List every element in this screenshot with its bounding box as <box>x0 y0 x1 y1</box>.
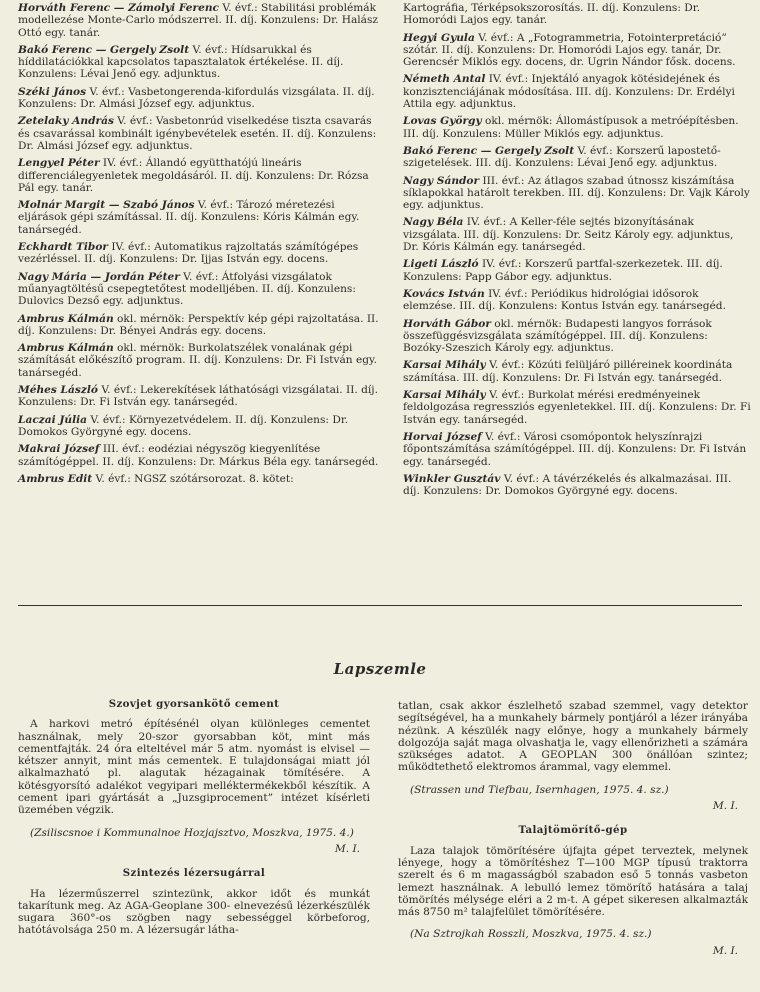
entry-text: V. évf.: A távérzékelés és alkalmazásai. III. díj. Konzulens: Dr. Domokos Györgyné egy. docens. <box>403 472 732 498</box>
article-body-continued: tatlan, csak akkor észlelhető szabad szemmel, vagy detektor segítségével, ha a munkahely bármely pontjáról a lézer irányába nézünk. A készülék nagy előnye, hogy a munkahely bármely dolgozója saját maga olvashatja le, vagy ellenőrizheti a számára szükséges adatot. A GEOPLAN 300 önállóan szintez; működtethető elektromos árammal, vagy elemmel. <box>398 700 748 774</box>
award-entry <box>403 115 751 140</box>
award-entry <box>403 258 751 283</box>
entry-text: V. évf.: Átfolyási vizsgálatok műanyagtöltésű csepegtetőtest modelljében. II. díj. Konzulens: Dulovics Dezső egy. adjunktus. <box>18 270 356 308</box>
award-entry <box>403 318 751 355</box>
entry-names: Ambrus Kálmán <box>18 312 114 325</box>
article-title: Szovjet gyorsankötő cement <box>108 698 280 710</box>
article-signature: M. I. <box>334 842 360 855</box>
entry-names: Makrai József <box>18 443 100 456</box>
entry-text: okl. mérnök: Budapesti langyos források összefüggésvizsgálata számítógéppel. III. díj. Konzulens: Bozóky-Szeszich Károly egy. adjunktus. <box>403 317 712 355</box>
article-source: (Na Sztrojkah Rosszli, Moszkva, 1975. 4. sz.) <box>410 928 652 941</box>
entry-text: V. évf.: Vasbetongerenda-kifordulás vizsgálata. II. díj. Konzulens: Dr. Almási József egy. adjunktus. <box>18 85 375 111</box>
entry-text: IV. évf.: Injektáló anyagok kötésidejének és konzisztenciájának módosítása. III. díj. Konzulens: Dr. Erdélyi Attila egy. adjunktus. <box>403 73 735 111</box>
article-signature: M. I. <box>712 944 738 957</box>
entry-text: okl. mérnök: Burkolatszélek vonalának gépi számítását előkészítő program. II. díj. Konzulens: Dr. Fi István egy. tanársegéd. <box>18 342 377 379</box>
entry-text: IV. évf.: Korszerű partfal-szerkezetek. III. díj. Konzulens: Papp Gábor egy. adjunktus. <box>403 258 723 283</box>
entry-names: Molnár Margit — Szabó János <box>18 199 195 212</box>
entry-text: V. évf.: Stabilitási problémák modellezése Monte-Carlo módszerrel. II. díj. Konzulens: Dr. Halász Ottó egy. tanár. <box>18 2 379 39</box>
award-entry <box>18 2 380 39</box>
article-body: Ha lézerműszerrel szintezünk, akkor időt és munkát takarítunk meg. Az AGA-Geoplane 300- elnevezésű lézerkészülék sugara 360°-os szögben nagy sebességgel körbeforog, hatótávolsága 250 m. A lézersugár látha- <box>18 887 370 937</box>
award-entry <box>18 414 380 439</box>
lower-right-column <box>398 700 748 967</box>
entry-names: Ligeti László <box>403 258 479 271</box>
entry-names: Kovács István <box>403 287 485 300</box>
entry-names: Széki János <box>18 85 87 98</box>
award-entry <box>18 384 380 409</box>
entry-text: IV. évf.: A Keller-féle sejtés bizonyításának vizsgálata. III. díj. Konzulens: Dr. Seitz Károly egy. adjunktus, Dr. Kóris Kálmán egy. tanársegéd. <box>403 216 734 254</box>
entry-text: okl. mérnök: Perspektív kép gépi rajzoltatása. II. díj. Konzulens: Dr. Bényei András egy. docens. <box>18 312 379 337</box>
award-entry <box>18 473 380 485</box>
entry-names: Laczai Júlia <box>18 413 87 426</box>
left-column <box>18 2 380 490</box>
article-source: (Strassen und Tiefbau, Isernhagen, 1975. 4. sz.) <box>410 783 669 796</box>
award-entry <box>403 288 751 313</box>
entry-text: IV. évf.: Periódikus hidrológiai idősorok elemzése. III. díj. Konzulens: Kontus István egy. tanársegéd. <box>403 287 726 313</box>
entry-names: Zetelaky András <box>18 115 114 128</box>
entry-names: Horváth Gábor <box>403 317 491 330</box>
entry-names: Horváth Ferenc — Zámolyi Ferenc <box>18 2 220 14</box>
entry-names: Hegyi Gyula <box>403 31 475 44</box>
entry-text: V. évf.: Közúti felüljáró pilléreinek koordináta számítása. III. díj. Konzulens: Dr. Fi István egy. tanársegéd. <box>403 359 733 384</box>
award-entry <box>403 389 751 426</box>
award-entry <box>18 44 380 81</box>
article-source: (Zsiliscsnoe i Kommunalnoe Hozjajsztvo, Moszkva, 1975. 4.) <box>30 826 354 839</box>
entry-text: V. évf.: Vasbetonrúd viselkedése tiszta csavarás és csavarással kombinált igénybevételek esetén. II. díj. Konzulens: Dr. Almási József egy. adjunktus. <box>18 115 377 152</box>
award-entry <box>403 175 751 212</box>
entry-names: Winkler Gusztáv <box>403 472 501 485</box>
entry-text: V. évf.: Városi csomópontok helyszínrajzi főpontszámítása számítógéppel. III. díj. Konzulens: Dr. Fi István egy. tanársegéd. <box>403 430 747 468</box>
lower-left-column <box>18 698 370 937</box>
entry-text: IV. évf.: Állandó együtthatójú lineáris differenciálegyenletek megoldásáról. II. díj. Konzulens: Dr. Rózsa Pál egy. tanár. <box>18 157 369 194</box>
award-entry <box>18 342 380 379</box>
article-title: Talajtömörítő-gép <box>518 824 628 837</box>
entry-text: III. évf.: Az átlagos szabad útnossz kiszámítása síklapokkal határolt terekben. III. díj. Konzulens: Dr. Vajk Károly egy. adjunktus. <box>403 174 750 212</box>
entry-names: Nagy Béla <box>403 216 464 229</box>
entry-names: Lovas György <box>403 115 482 128</box>
award-entry <box>18 443 380 468</box>
entry-names: Eckhardt Tibor <box>18 241 108 254</box>
entry-names: Méhes László <box>18 384 98 397</box>
entry-text: V. évf.: Korszerű lapostető-szigetelések. III. díj. Konzulens: Lévai Jenő egy. adjunktus. <box>403 144 721 170</box>
section-title: Lapszemle <box>333 660 427 678</box>
entry-names: Bakó Ferenc — Gergely Zsolt <box>403 144 575 157</box>
award-entry <box>18 241 380 266</box>
right-column <box>403 2 751 502</box>
entry-text: V. évf.: Burkolat mérési eredményeinek feldolgozása regressziós egyenletekkel. III. díj. Konzulens: Dr. Fi István egy. tanársegéd. <box>403 389 751 426</box>
entry-text: V. évf.: Környezetvédelem. II. díj. Konzulens: Dr. Domokos Györgyné egy. docens. <box>18 413 349 438</box>
entry-names: Németh Antal <box>403 73 486 86</box>
entry-names: Lengyel Péter <box>18 157 100 170</box>
award-entry <box>18 86 380 111</box>
award-entry <box>18 313 380 338</box>
entry-names: Horvai József <box>403 430 482 443</box>
article-body: Laza talajok tömörítésére újfajta gépet terveztek, melynek lényege, hogy a tömörítéshez T—100 MGP típusú traktorra szerelt és 6 m magasságból szabadon eső 5 tonnás vasbeton lemezt használnak. A lebulló lemez tömörítő hatására a talaj tömörítés mélysége eléri a 2 m-t. A gépet sikeresen alkalmazták más 8750 m² talajfelület tömörítésére. <box>398 844 748 919</box>
award-entry <box>18 199 380 236</box>
entry-names: Ambrus Edit <box>18 472 93 485</box>
award-entry <box>403 32 751 69</box>
award-entry <box>403 145 751 170</box>
entry-names: Nagy Sándor <box>403 174 480 187</box>
entry-text: V. évf.: NGSZ szótársorozat. 8. kötet: <box>92 472 294 485</box>
award-entry <box>403 359 751 384</box>
section-divider <box>18 605 742 606</box>
award-entry <box>403 73 751 110</box>
entry-text: V. évf.: Tározó méretezési eljárások gépi számítással. II. díj. Konzulens: Kóris Kálmán egy. tanársegéd. <box>18 199 360 236</box>
entry-names: Bakó Ferenc — Gergely Zsolt <box>18 43 190 56</box>
award-entry <box>18 115 380 152</box>
entry-continuation: Kartográfia, Térképsokszorosítás. II. díj. Konzulens: Dr. Homoródi Lajos egy. tanár. <box>403 2 701 27</box>
entry-names: Nagy Mária — Jordán Péter <box>18 270 180 283</box>
award-entry <box>18 157 380 194</box>
entry-text: IV. évf.: Automatikus rajzoltatás számítógépes vezérléssel. II. díj. Konzulens: Dr. Ijjas István egy. docens. <box>18 241 359 266</box>
entry-text: okl. mérnök: Állomástípusok a metróépítésben. III. díj. Konzulens: Müller Miklós egy. adjunktus. <box>403 115 739 140</box>
entry-names: Karsai Mihály <box>403 389 486 402</box>
article-body: A harkovi metró építésénél olyan különleges cementet használnak, mely 20-szor gyorsabban köt, mint más cementfajták. 24 óra elteltével már 5 atm. nyomást is elvisel — kétszer annyit, mint más cementek. E tulajdonságai miatt jól alkalmazható pl. alagutak hézagainak tömítésére. A kötésgyorsító adalékot vegyipari melléktermékekből készítik. A cement ipari gyártását a „Juzsgiprocement” intézet kísérleti üzemében végzik. <box>18 718 370 817</box>
entry-text: V. évf.: Lekerekítések láthatósági vizsgálatai. II. díj. Konzulens: Dr. Fi István egy. tanársegéd. <box>18 384 378 409</box>
entry-text: V. évf.: Hídsarukkal és híddilatációkkal kapcsolatos tapasztalatok értékelése. II. díj. Konzulens: Lévai Jenő egy. adjunktus. <box>18 43 344 81</box>
award-entry <box>403 473 751 498</box>
entry-names: Ambrus Kálmán <box>18 342 114 355</box>
entry-text: III. évf.: eodéziai négyszög kiegyenlítése számítógéppel. II. díj. Konzulens: Dr. Márkus Béla egy. tanársegéd. <box>18 443 379 468</box>
entry-names: Karsai Mihály <box>403 359 486 372</box>
article-signature: M. I. <box>712 800 738 813</box>
entry-text: V. évf.: A „Fotogrammetria, Fotointerpretáció” szótár. II. díj. Konzulens: Dr. Homoródi Lajos egy. tanár, Dr. Gerencsér Miklós egy. docens, dr. Ugrin Nándor fősk. docens. <box>403 31 736 69</box>
award-entry <box>18 271 380 308</box>
award-entry <box>403 216 751 253</box>
award-entry <box>403 431 751 468</box>
article-title: Szintezés lézersugárral <box>122 867 266 880</box>
